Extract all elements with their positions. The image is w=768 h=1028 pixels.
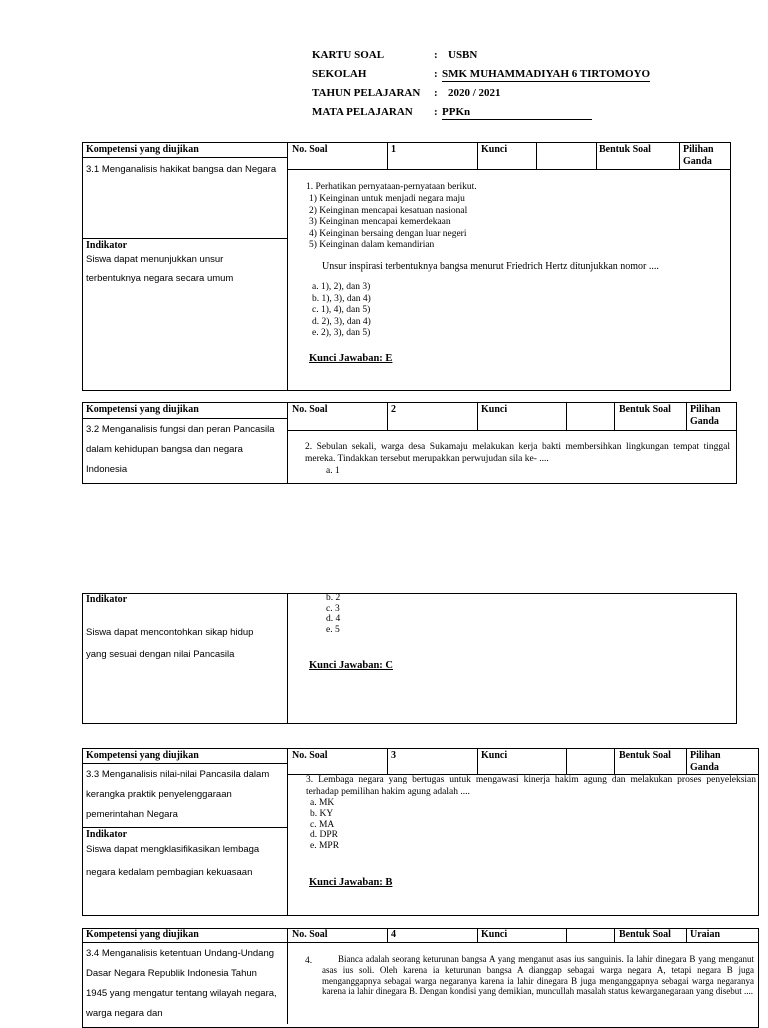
option-item: d. DPR — [310, 830, 338, 841]
divider — [387, 748, 388, 774]
kompetensi-heading: Kompetensi yang diujikan — [86, 144, 199, 155]
option-item: e. MPR — [310, 841, 340, 852]
divider — [566, 748, 567, 774]
option-list — [326, 593, 340, 635]
header-value: SMK MUHAMMADIYAH 6 TIRTOMOYO — [442, 68, 651, 80]
statement-item: 3) Keinginan mencapai kemerdekaan — [309, 217, 451, 228]
divider — [686, 402, 687, 430]
no-soal-value: 4 — [391, 929, 396, 940]
indikator-heading: Indikator — [86, 594, 128, 605]
option-item: a. MK — [310, 798, 335, 808]
question-number: 4. — [305, 956, 313, 966]
no-soal-value: 2 — [391, 404, 396, 415]
divider — [566, 928, 567, 942]
option-item: c. 3 — [326, 603, 340, 614]
kunci-label: Kunci — [481, 929, 508, 940]
option-list — [312, 282, 512, 340]
divider — [477, 142, 478, 169]
header-colon: : — [434, 68, 438, 80]
no-soal-label: No. Soal — [292, 929, 328, 940]
answer-key: Kunci Jawaban: C — [309, 660, 394, 671]
header-value: 2020 / 2021 — [448, 87, 501, 99]
question-text: 2. Sebulan sekali, warga desa Sukamaju melakukan kerja bakti membersihkan lingkungan tempat tinggal mereka. Tindakkan tersebut merupakkan perwujudan sila ke- .... — [305, 442, 730, 464]
header-value: USBN — [448, 49, 478, 61]
divider — [686, 748, 687, 774]
divider — [387, 928, 388, 942]
question-text: 1. Perhatikan pernyataan-pernyataan berikut. — [306, 182, 477, 192]
kompetensi-text: 3.4 Menganalisis ketentuan Undang-Undang Dasar Negara Republik Indonesia Tahun 1945 yang mengatur tentang wilayah negara, warga negara dan — [86, 948, 277, 1019]
kompetensi-heading: Kompetensi yang diujikan — [86, 750, 199, 761]
kunci-label: Kunci — [481, 404, 508, 415]
divider — [536, 142, 537, 169]
bentuk-soal-value: Pilihan Ganda — [690, 750, 721, 773]
option-item: c. MA — [310, 819, 335, 830]
answer-key: Kunci Jawaban: E — [309, 353, 393, 364]
divider — [614, 748, 615, 774]
bentuk-soal-value: Pilihan Ganda — [683, 144, 714, 167]
divider — [686, 928, 687, 942]
question-prompt: Unsur inspirasi terbentuknya bangsa menurut Friedrich Hertz ditunjukkan nomor .... — [322, 261, 659, 272]
no-soal-value: 1 — [391, 144, 396, 155]
bentuk-soal-label: Bentuk Soal — [619, 750, 671, 761]
question-text: Bianca adalah seorang keturunan bangsa A yang menganut asas ius sanguinis. Ia lahir dinegara B yang menganut asas ius soli. Oleh karena ia keturunan bangsa A dianggap sebagai warga negara A, tetapi negara B juga menganggapnya sebagai warga negaranya karena ia lahir dinegara B juga menganggapnya sebagai warga negaranya karena ia lahir dinegara B. Dengan kondisi yang demikian, muncullah masalah status kewarganegaraan yang disebut .... — [322, 954, 754, 997]
header-label: KARTU SOAL — [312, 49, 385, 61]
option-item: e. 5 — [326, 624, 340, 635]
header-value: PPKn — [442, 105, 592, 120]
bentuk-soal-label: Bentuk Soal — [599, 144, 651, 155]
option-list — [310, 798, 339, 852]
divider — [82, 763, 287, 764]
divider — [566, 402, 567, 430]
bentuk-soal-value: Pilihan Ganda — [690, 404, 721, 427]
bentuk-soal-value: Uraian — [690, 929, 720, 940]
header-colon: : — [434, 49, 438, 61]
no-soal-label: No. Soal — [292, 144, 328, 155]
divider — [82, 157, 287, 158]
kunci-label: Kunci — [481, 750, 508, 761]
option-item: c. 1), 4), dan 5) — [312, 305, 371, 316]
divider — [596, 142, 597, 169]
indikator-text: Siswa dapat mengklasifikasikan lembaga negara kedalam pembagian kekuasaan — [86, 844, 260, 878]
divider — [287, 402, 288, 484]
indikator-text: Siswa dapat mencontohkan sikap hidup yang sesuai dengan nilai Pancasila — [86, 627, 254, 660]
statement-item: 5) Keinginan dalam kemandirian — [309, 240, 435, 251]
divider — [82, 238, 287, 239]
bentuk-soal-label: Bentuk Soal — [619, 929, 671, 940]
header-label: SEKOLAH — [312, 68, 367, 80]
option-item: b. 2 — [326, 593, 341, 603]
bentuk-soal-label: Bentuk Soal — [619, 404, 671, 415]
statement-item: 4) Keinginan bersaing dengan luar negeri — [309, 228, 467, 239]
answer-key: Kunci Jawaban: B — [309, 877, 393, 888]
option-item: d. 2), 3), dan 4) — [312, 316, 371, 327]
option-item: d. 4 — [326, 614, 341, 624]
divider — [387, 142, 388, 169]
no-soal-value: 3 — [391, 750, 396, 761]
kompetensi-text: 3.3 Menganalisis nilai-nilai Pancasila dalam kerangka praktik penyelenggaraan pemerintahan Negara — [86, 769, 270, 820]
indikator-heading: Indikator — [86, 829, 128, 840]
header-colon: : — [434, 106, 438, 118]
divider — [477, 748, 478, 774]
option-item: b. 1), 3), dan 4) — [312, 293, 371, 304]
header-label: TAHUN PELAJARAN — [312, 87, 421, 99]
statement-item: 2) Keinginan mencapai kesatuan nasional — [309, 205, 468, 216]
question-text: 3. Lembaga negara yang bertugas untuk mengawasi kinerja hakim agung dan melakukan proses penyeleksian terhadap pemilihan hakim agung adalah .... — [306, 775, 756, 797]
divider — [287, 430, 737, 431]
option-item: a. 1), 2), dan 3) — [312, 282, 371, 292]
divider — [477, 928, 478, 942]
divider — [387, 402, 388, 430]
divider — [82, 827, 287, 828]
divider — [614, 928, 615, 942]
header-label: MATA PELAJARAN — [312, 106, 413, 118]
statement-item: 1) Keinginan untuk menjadi negara maju — [309, 194, 465, 204]
divider — [287, 593, 288, 724]
kunci-label: Kunci — [481, 144, 508, 155]
kompetensi-text: 3.1 Menganalisis hakikat bangsa dan Negara — [86, 164, 277, 175]
statement-list — [309, 194, 719, 252]
header-colon: : — [434, 87, 438, 99]
indikator-text: Siswa dapat menunjukkan unsur terbentuknya negara secara umum — [86, 254, 234, 284]
divider — [82, 418, 287, 419]
indikator-heading: Indikator — [86, 240, 128, 251]
divider — [287, 942, 759, 943]
no-soal-label: No. Soal — [292, 404, 328, 415]
option-item: e. 2), 3), dan 5) — [312, 328, 371, 339]
kompetensi-heading: Kompetensi yang diujikan — [86, 404, 199, 415]
divider — [82, 942, 287, 943]
divider — [287, 142, 288, 391]
divider — [477, 402, 478, 430]
divider — [287, 169, 731, 170]
divider — [614, 402, 615, 430]
option-item: b. KY — [310, 808, 334, 819]
kompetensi-text: 3.2 Menganalisis fungsi dan peran Pancasila dalam kehidupan bangsa dan negara Indonesia — [86, 424, 275, 475]
divider — [679, 142, 680, 169]
no-soal-label: No. Soal — [292, 750, 328, 761]
kompetensi-heading: Kompetensi yang diujikan — [86, 929, 199, 940]
option-item: a. 1 — [326, 466, 340, 476]
